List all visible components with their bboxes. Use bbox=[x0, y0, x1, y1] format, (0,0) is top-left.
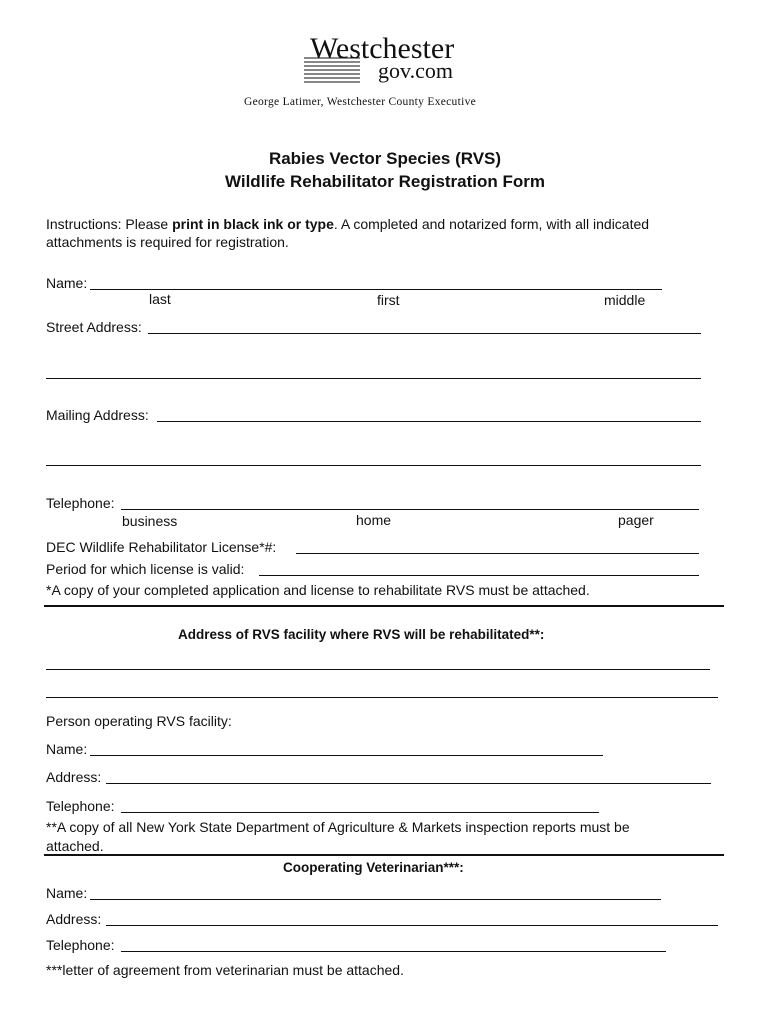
facility-heading: Address of RVS facility where RVS will be rehabilitated**: bbox=[178, 627, 545, 642]
vet-name-field[interactable] bbox=[90, 899, 661, 900]
period-field[interactable] bbox=[259, 575, 699, 576]
logo-text-top: Westchester bbox=[310, 32, 455, 65]
vet-note: ***letter of agreement from veterinarian must be attached. bbox=[46, 962, 404, 978]
facility-address-field[interactable] bbox=[46, 669, 710, 670]
street-address-label: Street Address: bbox=[46, 319, 142, 335]
tel-sub-home: home bbox=[356, 512, 392, 528]
street-address-field-line2[interactable] bbox=[46, 378, 701, 379]
operator-address-label: Address: bbox=[46, 769, 102, 785]
operator-name-label: Name: bbox=[46, 741, 88, 757]
instructions-prefix: Instructions: Please bbox=[46, 216, 173, 232]
logo-text-bottom: gov.com bbox=[378, 58, 453, 83]
name-label: Name: bbox=[46, 275, 88, 291]
name-sub-last: last bbox=[149, 291, 171, 307]
veterinarian-heading: Cooperating Veterinarian***: bbox=[283, 860, 464, 875]
street-address-field[interactable] bbox=[148, 333, 701, 334]
mailing-address-field-line2[interactable] bbox=[46, 465, 701, 466]
license-note: *A copy of your completed application and license to rehabilitate RVS must be attached. bbox=[46, 582, 590, 598]
form-title-line2: Wildlife Rehabilitator Registration Form bbox=[224, 172, 546, 191]
name-sub-middle: middle bbox=[604, 292, 646, 308]
operator-address-field[interactable] bbox=[106, 783, 711, 784]
form-title-line1: Rabies Vector Species (RVS) bbox=[268, 149, 502, 168]
tel-sub-business: business bbox=[122, 513, 178, 529]
operator-telephone-field[interactable] bbox=[121, 812, 599, 813]
instructions-suffix: . A completed and notarized form, with all indicated bbox=[333, 216, 650, 232]
vet-name-label: Name: bbox=[46, 885, 88, 901]
mailing-address-field[interactable] bbox=[157, 421, 701, 422]
vet-telephone-label: Telephone: bbox=[46, 937, 115, 953]
operator-name-field[interactable] bbox=[90, 755, 603, 756]
facility-address-field-line2[interactable] bbox=[46, 697, 718, 698]
name-sub-first: first bbox=[377, 292, 400, 308]
section-divider-2 bbox=[44, 854, 724, 856]
instructions-bold: print in black ink or type bbox=[172, 216, 334, 232]
license-label: DEC Wildlife Rehabilitator License*#: bbox=[46, 539, 277, 555]
tel-sub-pager: pager bbox=[618, 512, 654, 528]
operator-telephone-label: Telephone: bbox=[46, 798, 115, 814]
operator-label: Person operating RVS facility: bbox=[46, 713, 232, 729]
facility-note-line1: **A copy of all New York State Department of Agriculture & Markets inspection reports must be bbox=[46, 819, 630, 835]
westchester-logo bbox=[300, 32, 480, 92]
telephone-label: Telephone: bbox=[46, 495, 115, 511]
vet-address-label: Address: bbox=[46, 911, 102, 927]
instructions-line2: attachments is required for registration. bbox=[46, 234, 289, 250]
instructions-line1 bbox=[46, 216, 649, 232]
county-executive: George Latimer, Westchester County Executive bbox=[244, 96, 477, 108]
vet-address-field[interactable] bbox=[106, 925, 718, 926]
facility-note-line2: attached. bbox=[46, 838, 104, 854]
section-divider-1 bbox=[44, 605, 724, 607]
vet-telephone-field[interactable] bbox=[121, 951, 666, 952]
name-field[interactable] bbox=[90, 289, 662, 290]
license-field[interactable] bbox=[296, 553, 699, 554]
mailing-address-label: Mailing Address: bbox=[46, 407, 149, 423]
telephone-field[interactable] bbox=[121, 509, 699, 510]
period-label: Period for which license is valid: bbox=[46, 561, 245, 577]
logo-graphic bbox=[300, 32, 480, 92]
